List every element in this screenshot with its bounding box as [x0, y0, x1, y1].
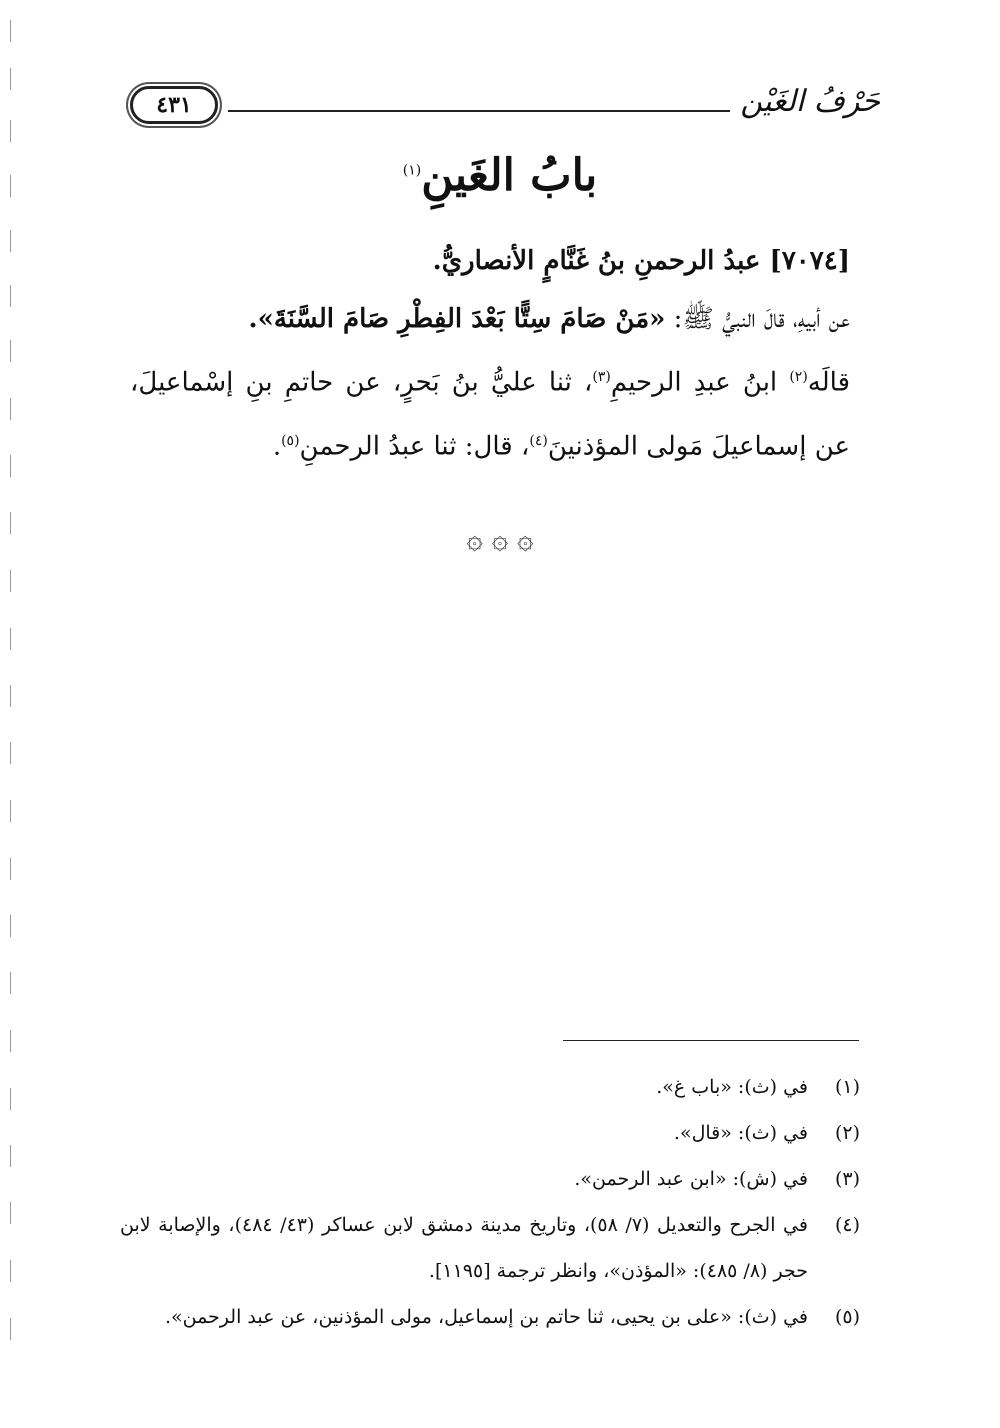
isnad-text-e: . — [272, 431, 282, 462]
chapter-title-text: بابُ الغَينِ — [421, 150, 598, 201]
isnad-text-d: ، قال: ثنا عبدُ الرحمنِ — [299, 431, 530, 462]
entry-name: عبدُ الرحمنِ بنُ غَنَّامٍ الأنصاريُّ. — [432, 246, 761, 276]
section-ornaments: ۞ ۞ ۞ — [466, 522, 534, 555]
footnote-ref-4: (٤) — [529, 432, 548, 449]
footnote-number: (٣) — [834, 1168, 860, 1190]
isnad-text-a: قالَه — [807, 367, 850, 398]
hadith-intro: عن أبيهِ، قالَ النبيُّ ﷺ: — [665, 304, 850, 334]
footnote-ref-2: (٢) — [789, 369, 808, 385]
hadith-paragraph — [130, 290, 850, 348]
header-rule — [228, 110, 730, 112]
footnote-text: في (ش): «ابن عبد الرحمن». — [574, 1168, 808, 1190]
isnad-text-b: ابنُ عبدِ الرحيمِ — [610, 367, 790, 398]
footnote-item — [120, 1294, 860, 1340]
chapter-title — [0, 150, 1000, 201]
page-header — [130, 82, 880, 132]
footnote-rule — [563, 1040, 859, 1041]
isnad-text-c: ، ثنا عليُّ بنُ بَحرٍ، عن حاتمِ بنِ إسْماعيلَ، عن إسماعيلَ مَولى المؤذنينَ — [130, 367, 850, 462]
entry-heading — [130, 232, 850, 290]
footnote-ref-5: (٥) — [281, 432, 300, 449]
running-head: حَرْفُ الغَيْن — [740, 84, 880, 119]
footnote-ref-3: (٣) — [592, 369, 611, 385]
page-number: ٤٣١ — [130, 86, 218, 124]
isnad-paragraph — [130, 348, 850, 475]
binding-marks — [10, 20, 14, 1400]
footnote-number: (٢) — [834, 1122, 860, 1144]
footnote-item — [120, 1156, 860, 1202]
footnote-text: في (ث): «باب غ». — [656, 1076, 808, 1098]
footnote-item — [120, 1110, 860, 1156]
footnote-ref-1: (١) — [402, 162, 422, 179]
main-text — [130, 232, 850, 475]
footnotes — [120, 1064, 860, 1340]
footnote-number: (١) — [834, 1076, 860, 1098]
footnote-number: (٤) — [834, 1214, 860, 1236]
footnote-text: في (ث): «قال». — [673, 1122, 808, 1144]
footnote-text: في الجرح والتعديل (٧/ ٥٨)، وتاريخ مدينة دمشق لابن عساكر (٤٣/ ٤٨٤)، والإصابة لابن حجر (٨/ ٤٨٥): «المؤذن»، وانظر ترجمة [١١٩٥]. — [120, 1214, 808, 1282]
footnote-text: في (ث): «على بن يحيى، ثنا حاتم بن إسماعيل، مولى المؤذنين، عن عبد الرحمن». — [164, 1306, 808, 1328]
footnote-item — [120, 1064, 860, 1110]
footnote-item — [120, 1202, 860, 1294]
footnote-number: (٥) — [834, 1306, 860, 1328]
hadith-text: «مَنْ صَامَ سِتًّا بَعْدَ الفِطْرِ صَامَ السَّنَةَ». — [248, 304, 666, 334]
entry-number: [٧٠٧٤] — [769, 246, 850, 276]
